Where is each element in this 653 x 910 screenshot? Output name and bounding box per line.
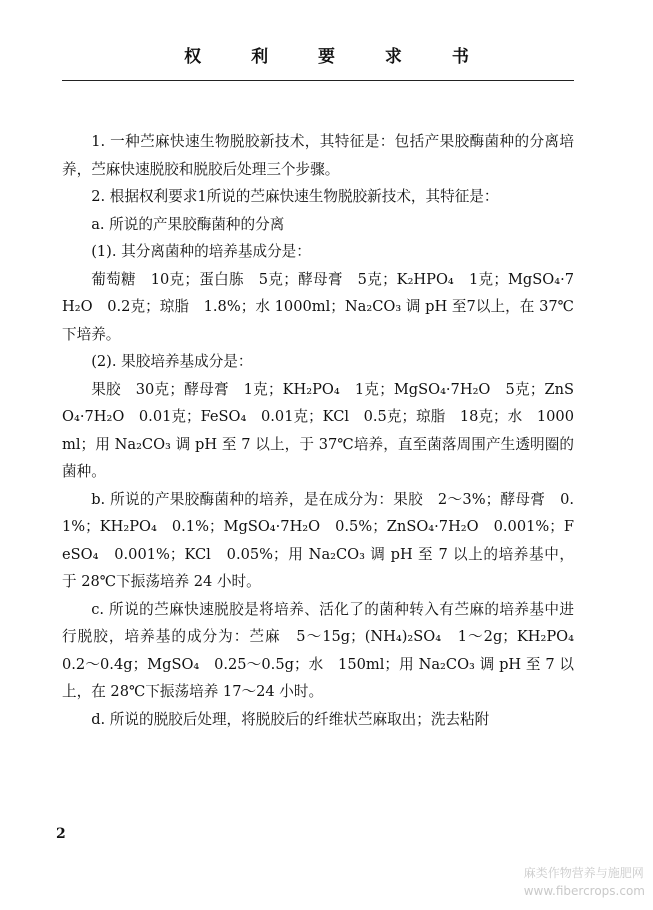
watermark-site-name: 麻类作物营养与施肥网 — [523, 866, 644, 880]
page-title: 权 利 要 求 书 — [184, 47, 491, 67]
claim-paragraph: c. 所说的苎麻快速脱胶是将培养、活化了的菌种转入有苎麻的培养基中进行脱胶，培养基的成分为：苎麻 5～15g；(NH₄)₂SO₄ 1～2g；KH₂PO₄ 0.2～0.4g；MgSO₄ 0.25～0.5g；水 150ml；用 Na₂CO₃ 调 pH 至 7 以上，在 28℃下振荡培养 17～24 小时。 — [62, 600, 589, 700]
claim-paragraph: (1). 其分离菌种的培养基成分是： — [91, 243, 311, 260]
claim-paragraph: d. 所说的脱胶后处理，将脱胶后的纤维状苎麻取出；洗去粘附 — [91, 710, 490, 728]
page-number: 2 — [56, 826, 66, 842]
watermark-url: www.fibercrops.com — [523, 884, 645, 898]
title-divider — [62, 80, 574, 81]
claim-paragraph: 2. 根据权利要求1所说的苎麻快速生物脱胶新技术，其特征是： — [91, 188, 499, 205]
claim-paragraph: 果胶 30克；酵母膏 1克；KH₂PO₄ 1克；MgSO₄·7H₂O 5克；ZnSO₄·7H₂O 0.01克；FeSO₄ 0.01克；KCl 0.5克；琼脂 18克；水 1000ml；用 Na₂CO₃ 调 pH 至 7 以上，于 37℃培养，直至菌落周围产生透明圈的菌种。 — [62, 380, 574, 480]
claim-paragraph: 1. 一种苎麻快速生物脱胶新技术，其特征是：包括产果胶酶菌种的分离培养，苎麻快速脱胶和脱胶后处理三个步骤。 — [62, 133, 574, 178]
claim-paragraph: a. 所说的产果胶酶菌种的分离 — [91, 215, 285, 233]
claim-paragraph: 葡萄糖 10克；蛋白胨 5克；酵母膏 5克；K₂HPO₄ 1克；MgSO₄·7H₂O 0.2克；琼脂 1.8%；水 1000ml；Na₂CO₃ 调 pH 至7以上，在 37℃下培养。 — [62, 270, 574, 343]
claim-paragraph: b. 所说的产果胶酶菌种的培养，是在成分为：果胶 2～3%；酵母膏 0.1%；KH₂PO₄ 0.1%；MgSO₄·7H₂O 0.5%；ZnSO₄·7H₂O 0.001%；FeSO₄ 0.001%；KCl 0.05%；用 Na₂CO₃ 调 pH 至 7 以上的培养基中，于 28℃下振荡培养 24 小时。 — [62, 490, 574, 590]
watermark — [524, 864, 645, 900]
claims-body — [62, 128, 589, 733]
claim-paragraph: (2). 果胶培养基成分是： — [91, 353, 253, 370]
